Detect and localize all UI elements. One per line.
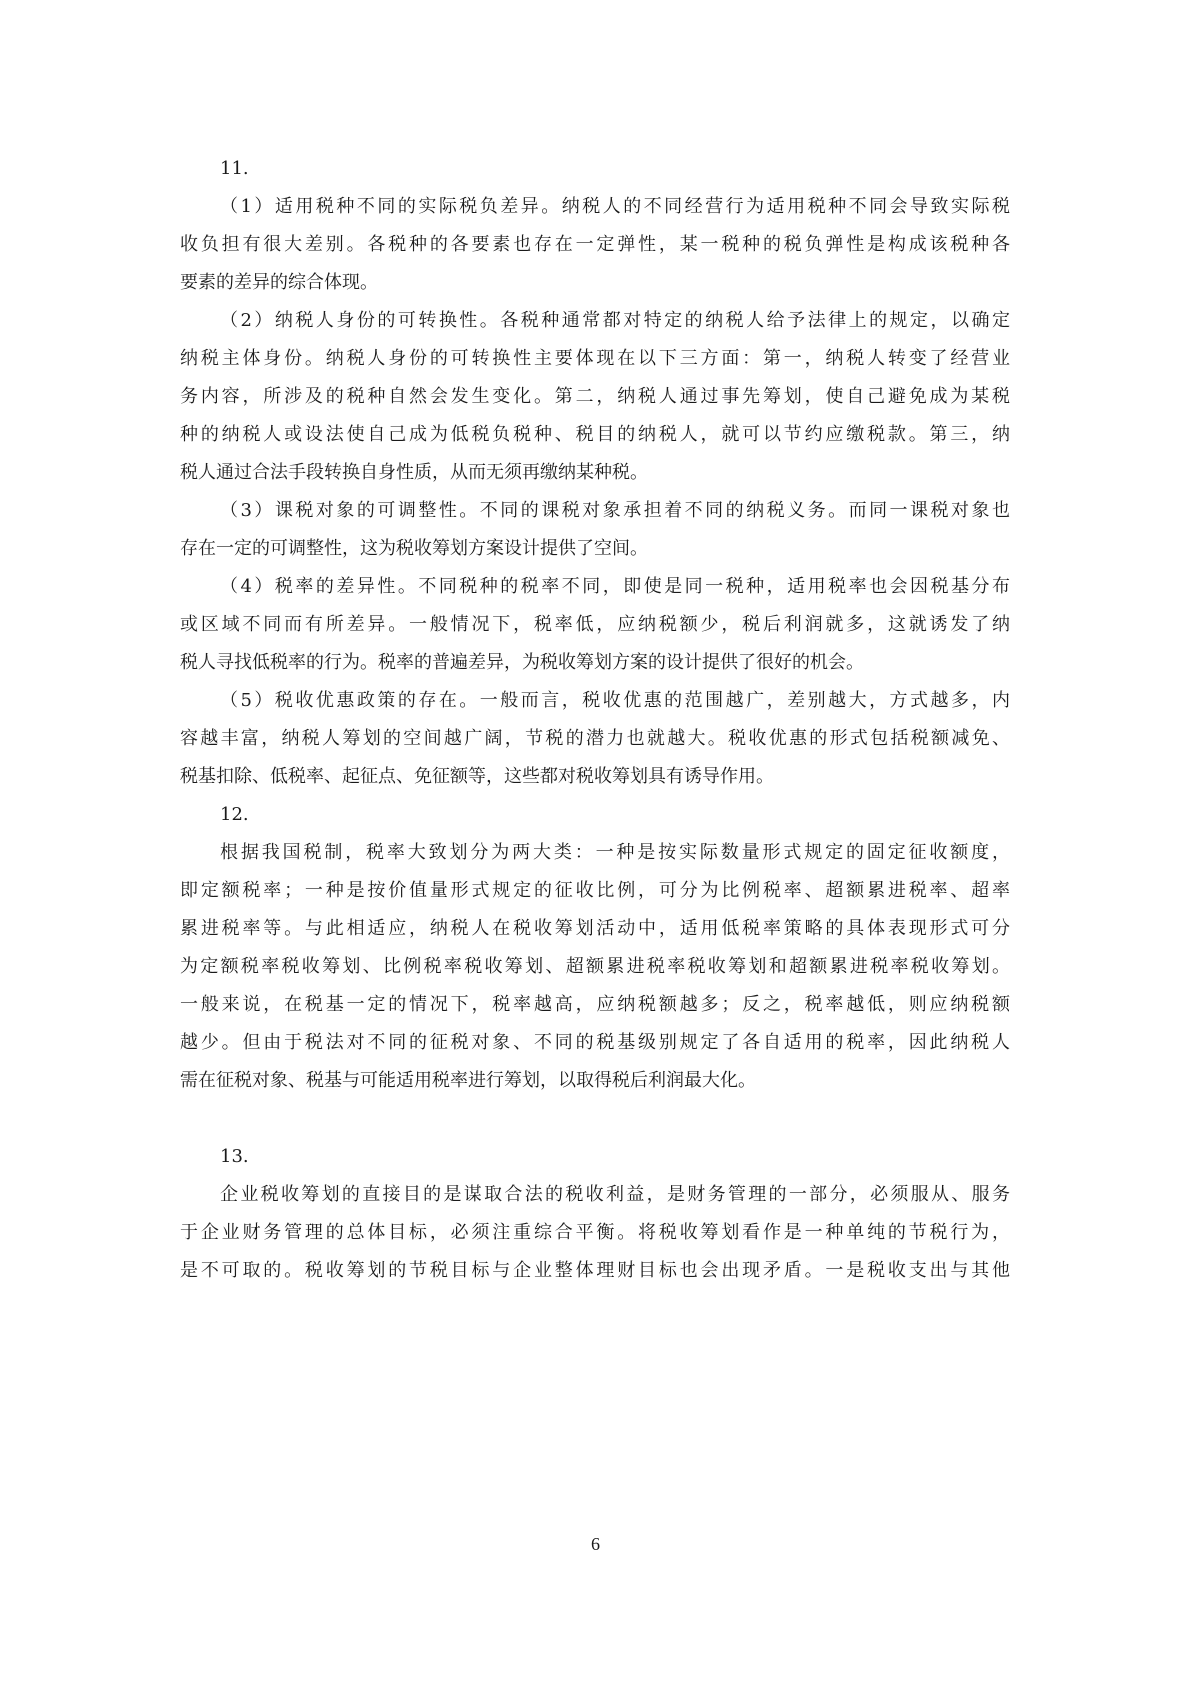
paragraph-line: 即定额税率；一种是按价值量形式规定的征收比例，可分为比例税率、超额累进税率、超率: [180, 880, 1010, 901]
section-heading-12: 12.: [220, 804, 249, 825]
blank-line: [180, 1100, 1010, 1138]
paragraph-line: 种的纳税人或设法使自己成为低税负税种、税目的纳税人，就可以节约应缴税款。第三，纳: [180, 424, 1010, 445]
paragraph-line: 纳税主体身份。纳税人身份的可转换性主要体现在以下三方面：第一，纳税人转变了经营业: [180, 348, 1010, 369]
section-heading-11: 11.: [220, 158, 249, 179]
paragraph-line: 务内容，所涉及的税种自然会发生变化。第二，纳税人通过事先筹划，使自己避免成为某税: [180, 386, 1010, 407]
paragraph-line: 容越丰富，纳税人筹划的空间越广阔，节税的潜力也就越大。税收优惠的形式包括税额减免、: [180, 728, 1010, 749]
paragraph-line: 越少。但由于税法对不同的征税对象、不同的税基级别规定了各自适用的税率，因此纳税人: [180, 1032, 1010, 1053]
paragraph-line: （5）税收优惠政策的存在。一般而言，税收优惠的范围越广，差别越大，方式越多，内: [220, 690, 1010, 711]
paragraph-line: 于企业财务管理的总体目标，必须注重综合平衡。将税收筹划看作是一种单纯的节税行为，: [180, 1222, 1010, 1243]
paragraph-line: （3）课税对象的可调整性。不同的课税对象承担着不同的纳税义务。而同一课税对象也: [220, 500, 1010, 521]
paragraph-line: 需在征税对象、税基与可能适用税率进行筹划，以取得税后利润最大化。: [180, 1070, 756, 1091]
section-heading-13: 13.: [220, 1146, 249, 1167]
paragraph-line: 一般来说，在税基一定的情况下，税率越高，应纳税额越多；反之，税率越低，则应纳税额: [180, 994, 1010, 1015]
paragraph-line: 税基扣除、低税率、起征点、免征额等，这些都对税收筹划具有诱导作用。: [180, 766, 774, 787]
paragraph-line: （2）纳税人身份的可转换性。各税种通常都对特定的纳税人给予法律上的规定，以确定: [220, 310, 1010, 331]
paragraph-line: （1）适用税种不同的实际税负差异。纳税人的不同经营行为适用税种不同会导致实际税: [220, 196, 1010, 217]
paragraph-line: （4）税率的差异性。不同税种的税率不同，即使是同一税种，适用税率也会因税基分布: [220, 576, 1010, 597]
page-content: [180, 150, 1010, 1290]
page-number: 6: [591, 1534, 600, 1554]
paragraph-line: 要素的差异的综合体现。: [180, 272, 378, 293]
paragraph-line: 企业税收筹划的直接目的是谋取合法的税收利益，是财务管理的一部分，必须服从、服务: [220, 1184, 1010, 1205]
paragraph-line: 根据我国税制，税率大致划分为两大类：一种是按实际数量形式规定的固定征收额度，: [220, 842, 1010, 863]
paragraph-line: 是不可取的。税收筹划的节税目标与企业整体理财目标也会出现矛盾。一是税收支出与其他: [180, 1260, 1010, 1281]
paragraph-line: 税人寻找低税率的行为。税率的普遍差异，为税收筹划方案的设计提供了很好的机会。: [180, 652, 864, 673]
paragraph-line: 或区域不同而有所差异。一般情况下，税率低，应纳税额少，税后利润就多，这就诱发了纳: [180, 614, 1010, 635]
paragraph-line: 为定额税率税收筹划、比例税率税收筹划、超额累进税率税收筹划和超额累进税率税收筹划。: [180, 956, 1010, 977]
paragraph-line: 累进税率等。与此相适应，纳税人在税收筹划活动中，适用低税率策略的具体表现形式可分: [180, 918, 1010, 939]
paragraph-line: 收负担有很大差别。各税种的各要素也存在一定弹性，某一税种的税负弹性是构成该税种各: [180, 234, 1010, 255]
paragraph-line: 税人通过合法手段转换自身性质，从而无须再缴纳某种税。: [180, 462, 648, 483]
paragraph-line: 存在一定的可调整性，这为税收筹划方案设计提供了空间。: [180, 538, 648, 559]
